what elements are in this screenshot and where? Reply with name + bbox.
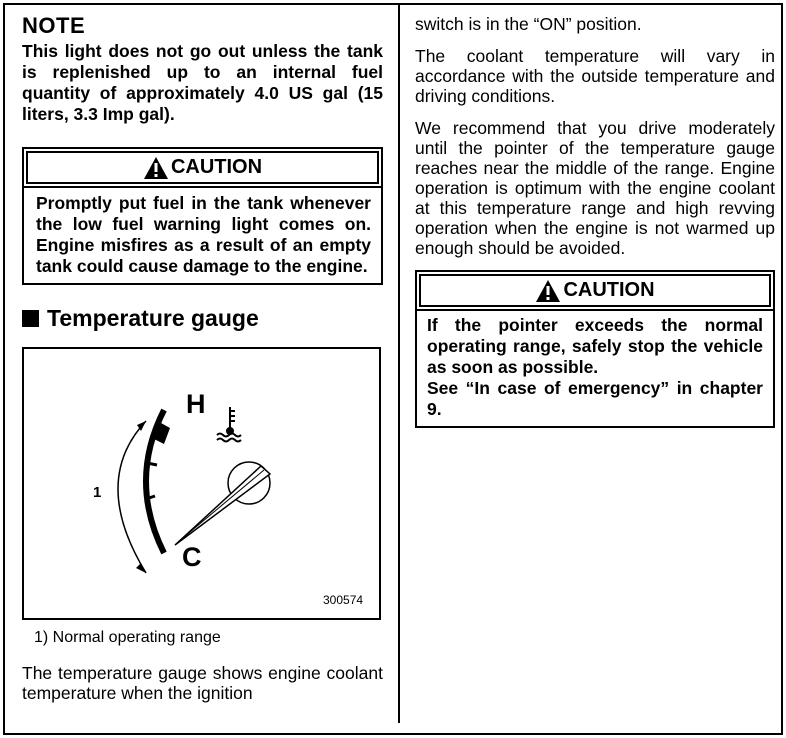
range-arrow-bottom: [136, 563, 146, 573]
caution-box-temperature: [415, 270, 775, 428]
paragraph-coolant-variation: The coolant temperature will vary in accordance with the outside temperature and driving conditions.: [415, 46, 775, 106]
note-text: This light does not go out unless the tank is replenished up to an internal fuel quantity of approximately 4.0 US gal (15 liters, 3.3 Imp gal).: [22, 41, 383, 124]
gauge-hot-label: H: [186, 389, 206, 419]
warning-triangle-icon: [535, 279, 561, 303]
caution-reference: See “In case of emergency” in chapter 9.: [427, 378, 763, 419]
range-callout-label: 1: [93, 484, 102, 501]
caution-header: [26, 151, 379, 184]
coolant-temperature-icon: [217, 407, 241, 442]
paragraph-recommendation: We recommend that you drive moderately until the pointer of the temperature gauge reaches near the middle of the range. Engine operation is optimum with the engine coolant at this temperature range and high revving operation when the engine is not warmed up enough should be avoided.: [415, 118, 775, 258]
caution-box-fuel: [22, 147, 383, 285]
gauge-tick: [147, 463, 157, 465]
caution-header: [419, 274, 771, 307]
right-column: [415, 14, 775, 428]
warning-triangle-icon: [143, 156, 169, 180]
gauge-description: The temperature gauge shows engine coolant temperature when the ignition: [22, 663, 383, 703]
section-title: Temperature gauge: [47, 305, 259, 331]
left-column: [22, 14, 383, 703]
caution-instruction: If the pointer exceeds the normal operating range, safely stop the vehicle as soon as possible.: [427, 315, 763, 377]
caution-text: Promptly put fuel in the tank whenever the low fuel warning light comes on. Engine misfires as a result of an empty tank could cause damage to the engine.: [24, 186, 381, 283]
caution-label: CAUTION: [170, 156, 263, 178]
column-divider: [398, 5, 400, 723]
section-square-icon: [22, 310, 39, 327]
note-title: NOTE: [22, 13, 86, 38]
caution-label: CAUTION: [563, 279, 655, 301]
gauge-cold-label: C: [182, 542, 202, 572]
section-heading: [22, 305, 383, 332]
caution-text: [417, 309, 773, 426]
range-bracket: [118, 421, 146, 573]
figure-id: 300574: [323, 593, 364, 607]
temperature-gauge-figure: [22, 347, 381, 620]
figure-caption: 1) Normal operating range: [34, 629, 221, 646]
paragraph-ignition: switch is in the “ON” position.: [415, 14, 642, 34]
